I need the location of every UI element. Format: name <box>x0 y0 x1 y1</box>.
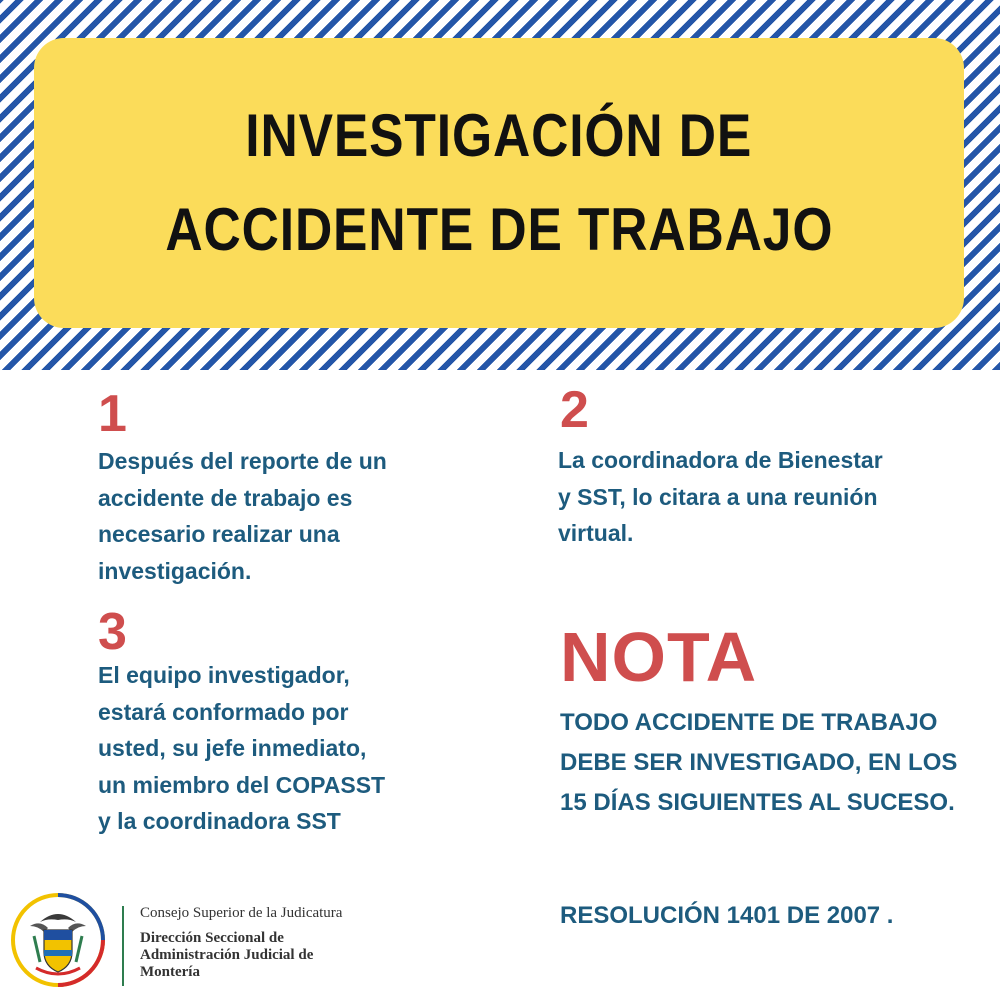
footer-divider <box>122 906 124 986</box>
title-banner <box>34 38 964 328</box>
step-number-3: 3 <box>98 603 127 661</box>
note-heading: NOTA <box>560 618 758 696</box>
title-line-1: INVESTIGACIÓN DE <box>245 102 753 169</box>
step-text-3: El equipo investigador, estará conformado por usted, su jefe inmediato, un miembro del COPASST y la coordinadora SST <box>98 662 386 834</box>
note-text: TODO ACCIDENTE DE TRABAJO DEBE SER INVESTIGADO, EN LOS 15 DÍAS SIGUIENTES AL SUCESO. <box>560 709 958 816</box>
step-text-2: La coordinadora de Bienestar y SST, lo citara a una reunión virtual. <box>558 447 883 546</box>
step-number-2: 2 <box>560 381 589 439</box>
org-name: Consejo Superior de la Judicatura <box>140 905 343 921</box>
resolution-reference: RESOLUCIÓN 1401 DE 2007 . <box>560 902 894 929</box>
step-number-1: 1 <box>98 385 127 443</box>
step-text-1: Después del reporte de un accidente de trabajo es necesario realizar una investigación. <box>98 448 387 584</box>
colombia-coat-of-arms-icon <box>10 892 106 988</box>
org-department: Dirección Seccional de Administración Judicial de Montería <box>140 930 314 980</box>
title-line-2: ACCIDENTE DE TRABAJO <box>165 196 833 263</box>
